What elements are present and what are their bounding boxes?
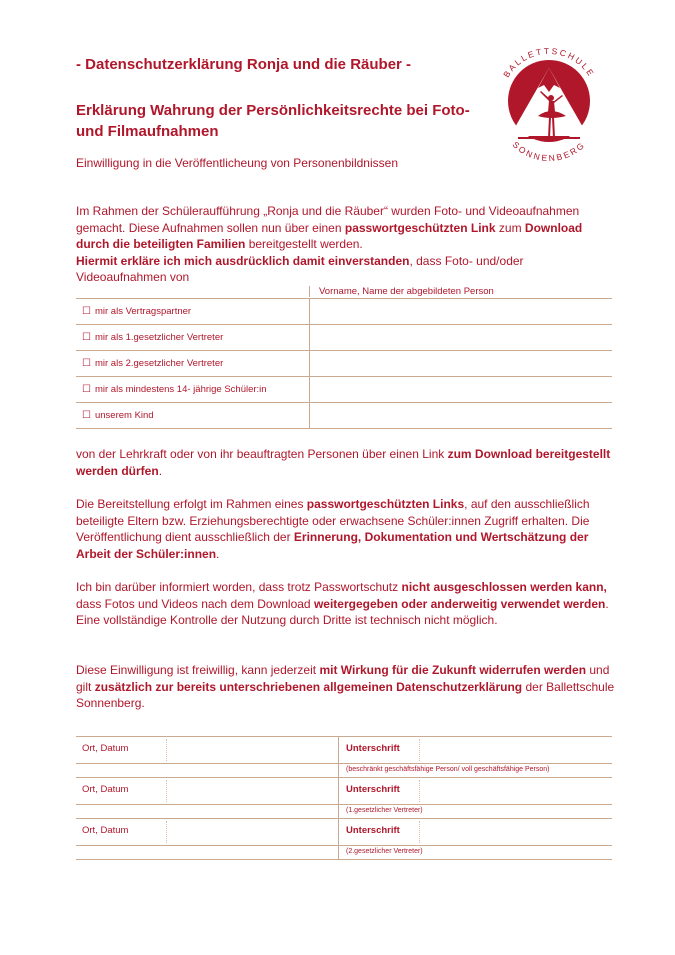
intro-text-4: , dass Foto- und/oder Videoaufnahmen von: [76, 253, 524, 284]
signature-block: [76, 736, 612, 860]
intro-paragraph: [76, 203, 616, 286]
consent-table-header: [76, 286, 612, 298]
checkbox-icon[interactable]: ☐: [82, 410, 91, 421]
signature-note: (beschränkt geschäftsfähige Person/ voll geschäftsfähige Person): [346, 766, 550, 773]
download-paragraph: von der Lehrkraft oder von ihr beauftragten Personen über einen Link zum Download bereitgestellt werden dürfen.: [76, 447, 611, 478]
consent-row-schueler[interactable]: [76, 376, 612, 402]
consent-row-vertreter-1[interactable]: [76, 324, 612, 350]
consent-row-vertreter-2[interactable]: [76, 350, 612, 376]
intro-bold-2: Download durch die beteiligten Familien: [76, 220, 583, 251]
ballettschule-logo: [488, 40, 610, 162]
logo-stage-line: [518, 137, 580, 139]
checkbox-icon[interactable]: ☐: [82, 332, 91, 343]
place-date-field[interactable]: Ort, Datum: [82, 784, 129, 795]
signature-note-row-3: [76, 846, 612, 860]
signature-note-row-1: [76, 764, 612, 778]
place-date-field[interactable]: Ort, Datum: [82, 743, 129, 754]
name-column-header: Vorname, Name der abgebildeten Person: [319, 286, 494, 297]
document-main-title: Erklärung Wahrung der Persönlichkeitsrechte bei Foto- und Filmaufnahmen: [76, 102, 470, 140]
signature-note-row-2: [76, 805, 612, 819]
intro-bold-3: Hiermit erkläre ich mich ausdrücklich damit einverstanden: [76, 253, 410, 268]
signature-field[interactable]: Unterschrift: [346, 784, 400, 795]
checkbox-icon[interactable]: ☐: [82, 306, 91, 317]
checkbox-icon[interactable]: ☐: [82, 384, 91, 395]
consent-row-vertragspartner[interactable]: [76, 298, 612, 324]
consent-row-label: mir als mindestens 14- jährige Schüler:in: [94, 384, 267, 395]
signature-row-2[interactable]: [76, 778, 612, 805]
signature-row-3[interactable]: [76, 819, 612, 846]
consent-row-label: mir als 2.gesetzlicher Vertreter: [94, 358, 224, 369]
consent-table: [76, 286, 612, 429]
checkbox-icon[interactable]: ☐: [82, 358, 91, 369]
signature-note: (2.gesetzlicher Vertreter): [346, 848, 423, 855]
signature-field[interactable]: Unterschrift: [346, 825, 400, 836]
document-top-title: - Datenschutzerklärung Ronja und die Räuber -: [76, 56, 412, 73]
intro-text-1: Im Rahmen der Schüleraufführung „Ronja und die Räuber“ wurden Foto- und Videoaufnahmen gemacht. Diese Aufnahmen sollen nun über einen: [76, 204, 580, 235]
signature-row-1[interactable]: [76, 736, 612, 764]
signature-note: (1.gesetzlicher Vertreter): [346, 807, 423, 814]
logo-text-bottom: SONNENBERG: [510, 139, 588, 162]
intro-text-2: zum: [495, 220, 525, 235]
intro-bold-1: passwortgeschützten Link: [344, 220, 496, 235]
provision-paragraph: Die Bereitstellung erfolgt im Rahmen eines passwortgeschützten Links, auf den ausschließlich beteiligte Eltern bzw. Erziehungsberechtigte oder erwachsene Schüler:innen Zugriff erhalten. Die Veröffentlichung dient ausschließlich der Erinnerung, Dokumentation und Wertschätzung der Arbeit der Schüler:innen.: [76, 497, 590, 561]
signature-field[interactable]: Unterschrift: [346, 743, 400, 754]
document-subtitle: Einwilligung in die Veröffentlicheung von Personenbildnissen: [76, 156, 398, 170]
consent-row-label: mir als Vertragspartner: [94, 306, 192, 317]
place-date-field[interactable]: Ort, Datum: [82, 825, 129, 836]
consent-row-label: unserem Kind: [94, 410, 154, 421]
consent-row-kind[interactable]: [76, 402, 612, 429]
consent-row-label: mir als 1.gesetzlicher Vertreter: [94, 332, 224, 343]
logo-text-top: BALLETTSCHULE: [501, 45, 597, 80]
intro-text-3: bereitgestellt werden.: [245, 237, 363, 251]
info-paragraph: Ich bin darüber informiert worden, dass trotz Passwortschutz nicht ausgeschlossen werden kann, dass Fotos und Videos nach dem Download weitergegeben oder anderweitig verwendet werden. Eine vollständige Kontrolle der Nutzung durch Dritte ist technisch nicht möglich.: [76, 580, 609, 627]
voluntary-paragraph: Diese Einwilligung ist freiwillig, kann jederzeit mit Wirkung für die Zukunft widerrufen werden und gilt zusätzlich zur bereits unterschriebenen allgemeinen Datenschutzerklärung der Ballettschule Sonnenberg.: [76, 663, 615, 710]
